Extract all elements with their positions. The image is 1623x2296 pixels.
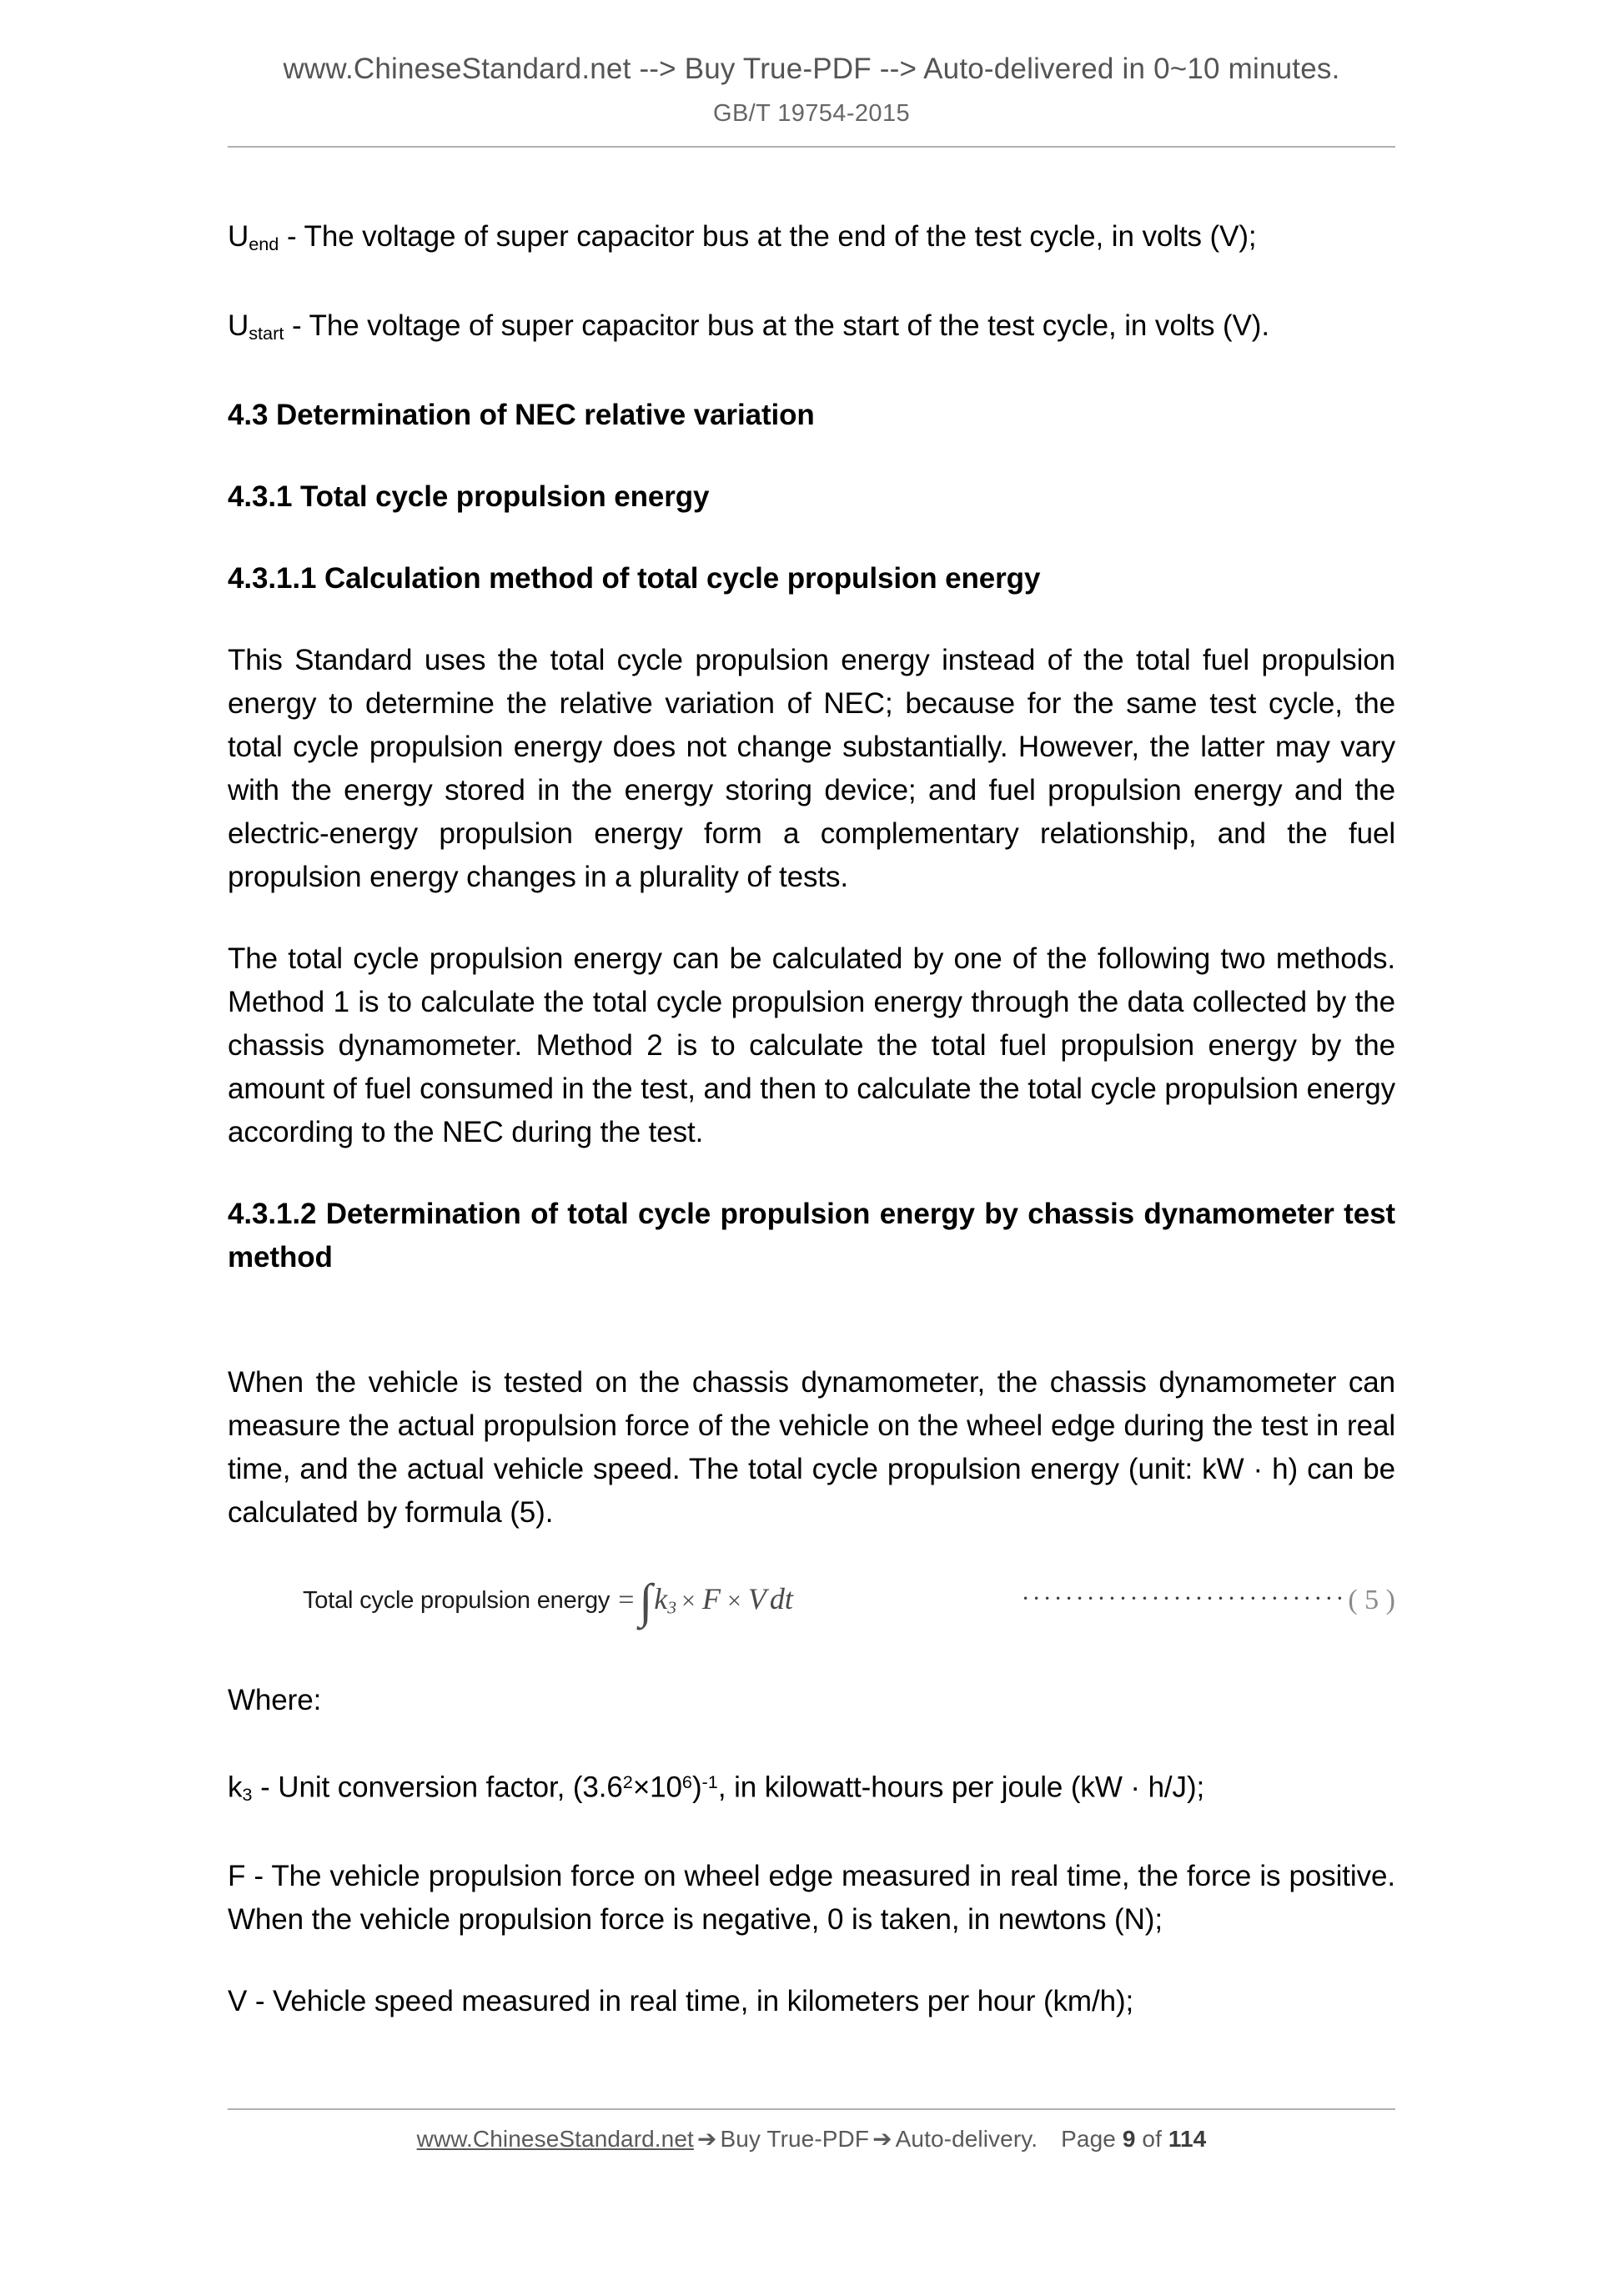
superscript-6: 6	[681, 1771, 692, 1792]
footer-divider	[228, 2108, 1395, 2110]
equals-sign: =	[618, 1585, 635, 1616]
formula-variable-k	[654, 1582, 677, 1618]
symbol-u-start: U	[228, 309, 249, 342]
superscript-minus-1: -1	[701, 1771, 718, 1792]
definition-u-start	[228, 304, 1395, 355]
heading-4-3-1-1: 4.3.1.1 Calculation method of total cycle propulsion energy	[228, 561, 1041, 595]
footer-content	[228, 2125, 1395, 2153]
definition-k3	[228, 1761, 1395, 1816]
footer-delivery-text: Auto-delivery.	[895, 2126, 1038, 2152]
formula-k-subscript: 3	[667, 1597, 677, 1618]
symbol-u-end: U	[228, 220, 249, 253]
heading-4-3: 4.3 Determination of NEC relative variation	[228, 398, 815, 431]
superscript-2: 2	[622, 1771, 633, 1792]
footer-buy-text: Buy True-PDF	[720, 2126, 870, 2152]
subscript-3: 3	[242, 1783, 253, 1805]
footer-of-label: of	[1142, 2126, 1162, 2152]
formula-5-row	[228, 1573, 1395, 1629]
heading-4-3-1-2: 4.3.1.2 Determination of total cycle propulsion energy by chassis dynamometer test method	[228, 1197, 1395, 1274]
formula-label: Total cycle propulsion energy	[303, 1586, 611, 1614]
subscript-end: end	[249, 233, 279, 254]
heading-4-3-1: 4.3.1 Total cycle propulsion energy	[228, 480, 710, 513]
definition-u-end	[228, 215, 1395, 266]
formula-dot-leader	[817, 1586, 1346, 1615]
header-divider	[228, 146, 1395, 148]
footer-url-link[interactable]: www.ChineseStandard.net	[416, 2126, 694, 2152]
multiply-sign-2: ×	[726, 1587, 741, 1615]
subscript-start: start	[249, 322, 284, 344]
formula-differential-dt: dt	[769, 1582, 793, 1616]
definition-k3-text-a: - Unit conversion factor, (3.6	[252, 1770, 623, 1803]
definition-k3-text-b: ×10	[632, 1770, 682, 1803]
definition-u-start-text: - The voltage of super capacitor bus at the start of the test cycle, in volts (V).	[284, 309, 1269, 342]
paragraph-chassis-dynamometer: When the vehicle is tested on the chassis dynamometer, the chassis dynamometer can measure the actual propulsion force of the vehicle on the wheel edge during the test in real time, and the actual vehicle speed. The total cycle propulsion energy (unit: kW · h) can be calculated by formula (5).	[228, 1365, 1395, 1529]
formula-variable-v: V	[747, 1582, 766, 1616]
definition-k3-text-d: , in kilowatt-hours per joule (kW · h/J);	[717, 1770, 1205, 1803]
definition-u-end-text: - The voltage of super capacitor bus at the end of the test cycle, in volts (V);	[279, 220, 1257, 253]
definition-k3-text-c: )	[691, 1770, 702, 1803]
multiply-sign-1: ×	[681, 1587, 696, 1615]
arrow-right-icon-1: ➔	[696, 2126, 717, 2152]
paragraph-calculation-methods: The total cycle propulsion energy can be calculated by one of the following two methods. Method 1 is to calculate the total cycle propulsion energy through the data collected by the chassis dynamometer. Method 2 is to calculate the total fuel propulsion energy by the amount of fuel consumed in the test, and then to calculate the total cycle propulsion energy according to the NEC during the test.	[228, 942, 1395, 1148]
header-promo-text: www.ChineseStandard.net --> Buy True-PDF --> Auto-delivered in 0~10 minutes.	[283, 53, 1340, 85]
symbol-k3: k	[228, 1770, 243, 1803]
formula-expression	[618, 1573, 795, 1629]
standard-number: GB/T 19754-2015	[712, 100, 911, 127]
footer-total-pages: 114	[1168, 2126, 1207, 2152]
formula-number-5: ( 5 )	[1348, 1585, 1395, 1616]
formula-k-symbol: k	[654, 1582, 668, 1616]
footer-page-number: 9	[1122, 2126, 1136, 2152]
where-label: Where:	[228, 1683, 322, 1716]
footer-page-label: Page	[1061, 2126, 1116, 2152]
page-footer	[228, 2108, 1395, 2153]
page-header	[0, 0, 1623, 148]
definition-v: V - Vehicle speed measured in real time, in kilometers per hour (km/h);	[228, 1984, 1134, 2017]
formula-leader-dots: ······························	[1021, 1585, 1347, 1613]
formula-variable-f: F	[701, 1582, 721, 1616]
definition-f: F - The vehicle propulsion force on wheel edge measured in real time, the force is positive. When the vehicle propulsion force is negative, 0 is taken, in newtons (N);	[228, 1859, 1395, 1936]
document-content	[228, 215, 1395, 2023]
integral-sign: ∫	[639, 1573, 653, 1628]
arrow-right-icon-2: ➔	[872, 2126, 892, 2152]
paragraph-total-cycle-energy-rationale: This Standard uses the total cycle propulsion energy instead of the total fuel propulsion energy to determine the relative variation of NEC; because for the same test cycle, the total cycle propulsion energy does not change substantially. However, the latter may vary with the energy stored in the energy storing device; and fuel propulsion energy and the electric-energy propulsion energy form a complementary relationship, and the fuel propulsion energy changes in a plurality of tests.	[228, 643, 1395, 893]
